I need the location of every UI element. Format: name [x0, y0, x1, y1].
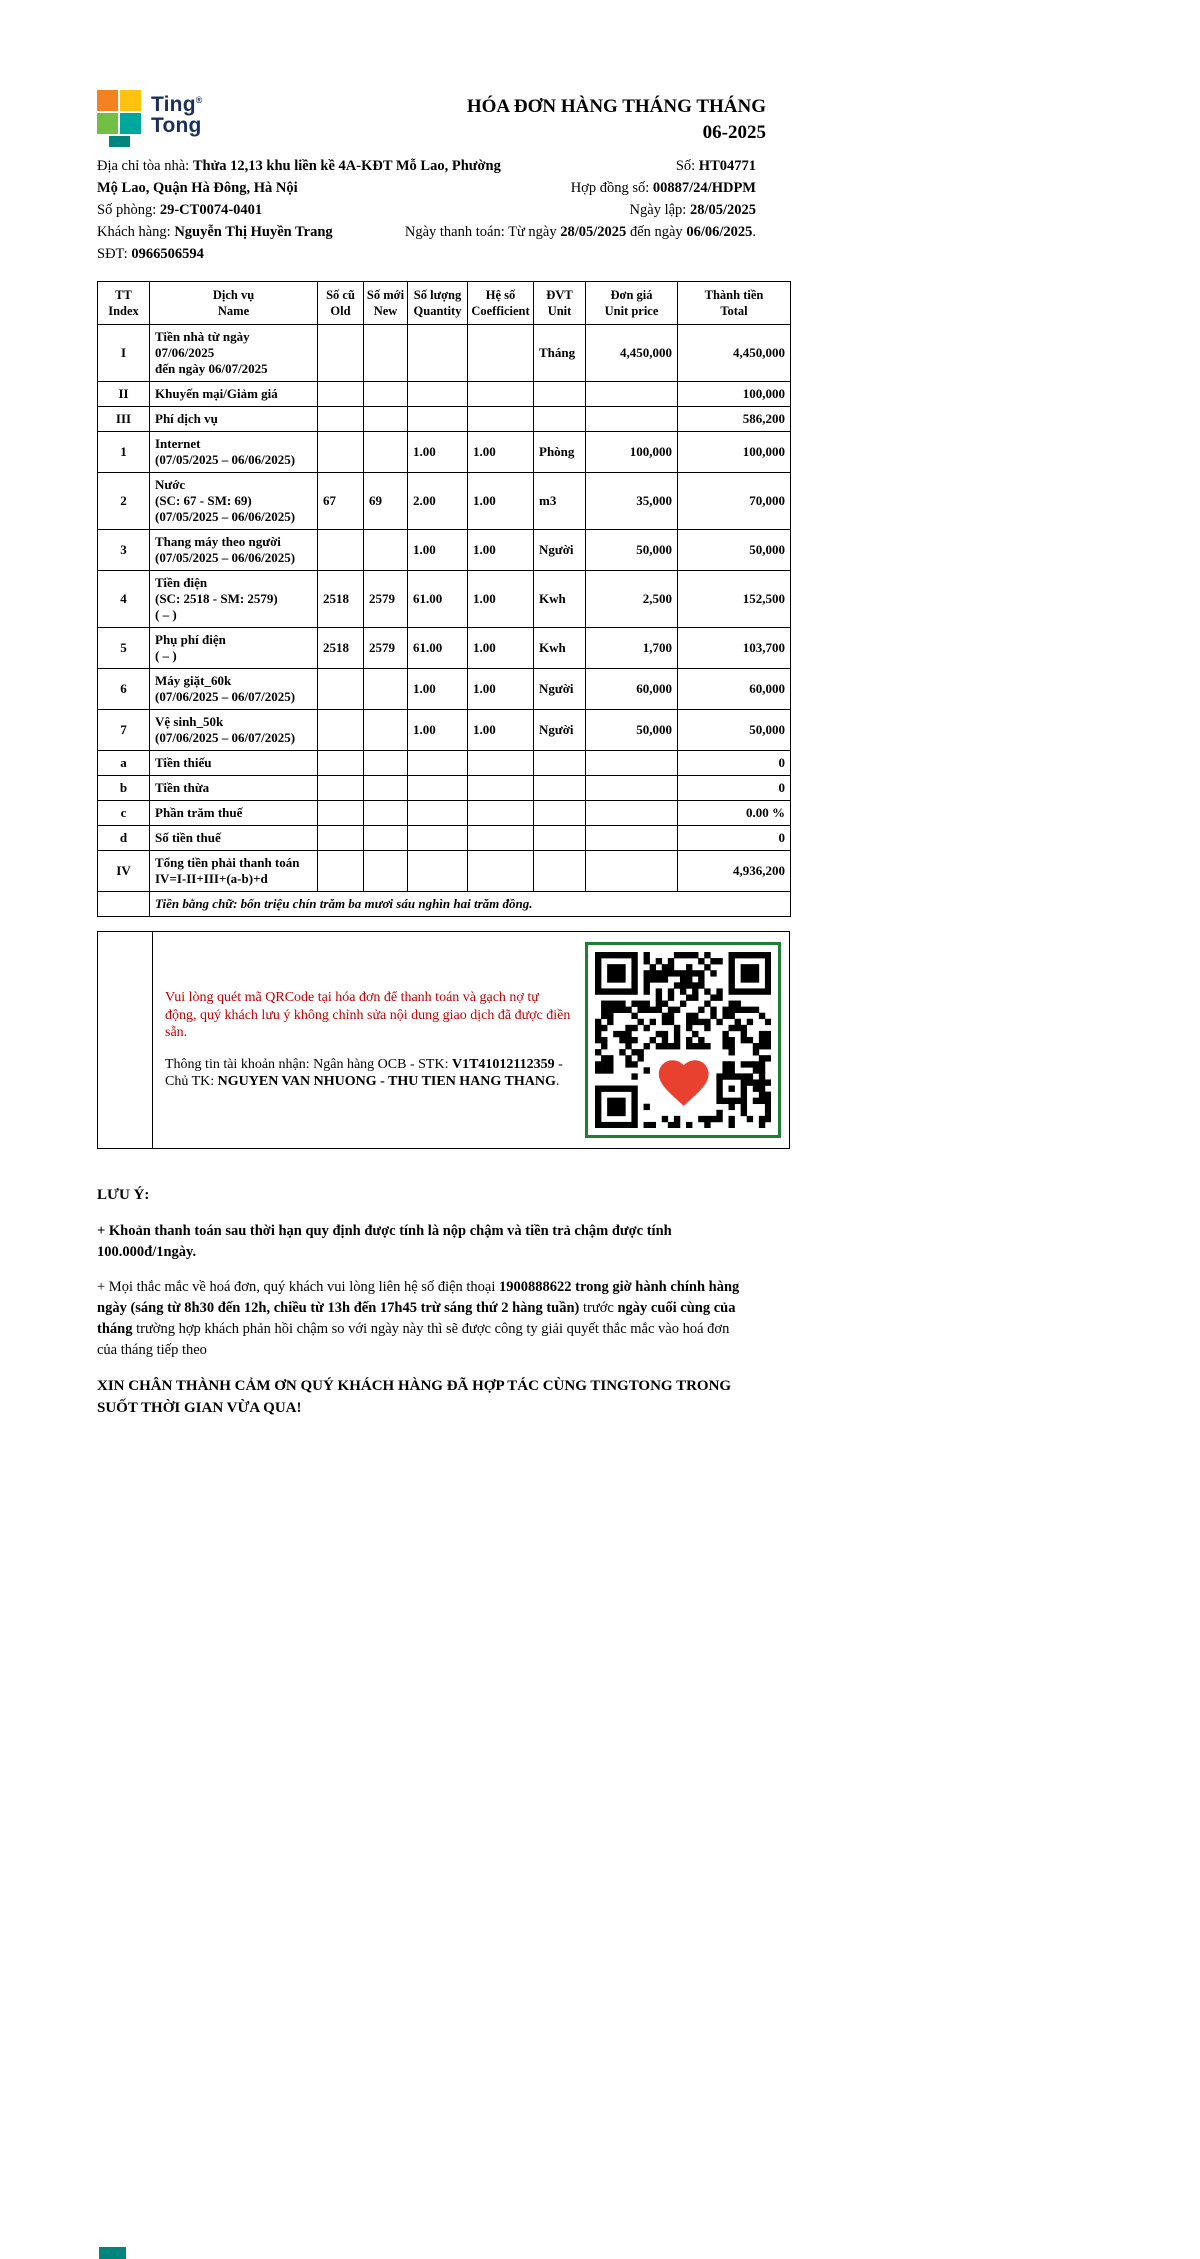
receiving-account-info: Thông tin tài khoản nhận: Ngân hàng OCB - STK: V1T41012112359 - Chủ TK: NGUYEN VAN NHUONG - THU TIEN HANG THANG. — [165, 1056, 563, 1090]
cell-unit — [534, 851, 586, 892]
invoice-info — [97, 156, 790, 265]
cell-index: II — [98, 382, 150, 407]
cell-unit-price — [586, 382, 678, 407]
room-number: Số phòng: 29-CT0074-0401 — [97, 202, 263, 218]
cell-quantity — [408, 851, 468, 892]
cell-quantity: 61.00 — [408, 571, 468, 628]
cell-unit-price — [586, 826, 678, 851]
cell-old-reading — [318, 710, 364, 751]
cell-total: 4,936,200 — [678, 851, 791, 892]
cell-total: 586,200 — [678, 407, 791, 432]
cell-new-reading — [364, 407, 408, 432]
cell-total: 100,000 — [678, 432, 791, 473]
cell-service-name: Thang máy theo người (07/05/2025 – 06/06/2025) — [150, 530, 318, 571]
issue-date: Ngày lập: 28/05/2025 — [629, 202, 756, 218]
cell-total: 152,500 — [678, 571, 791, 628]
cell-old-reading: 2518 — [318, 571, 364, 628]
cell-new-reading — [364, 530, 408, 571]
qr-section-spacer-cell — [98, 932, 153, 1148]
cell-total: 0 — [678, 826, 791, 851]
cell-old-reading — [318, 325, 364, 382]
cell-unit-price: 100,000 — [586, 432, 678, 473]
table-row — [98, 851, 791, 892]
cell-index: IV — [98, 851, 150, 892]
cell-new-reading: 69 — [364, 473, 408, 530]
cell-new-reading: 2579 — [364, 571, 408, 628]
info-row — [97, 156, 756, 177]
col-header-old: Số cũ Old — [318, 282, 364, 325]
invoice-header — [97, 90, 790, 154]
cell-old-reading — [318, 776, 364, 801]
cell-service-name: Máy giặt_60k (07/06/2025 – 06/07/2025) — [150, 669, 318, 710]
cell-unit-price — [586, 751, 678, 776]
cell-service-name: Số tiền thuế — [150, 826, 318, 851]
logo-square-teal — [120, 113, 141, 134]
cell-old-reading — [318, 751, 364, 776]
cell-coefficient — [468, 801, 534, 826]
invoice-table-body — [98, 325, 791, 892]
tingtong-logo-text — [151, 90, 203, 136]
cell-coefficient: 1.00 — [468, 530, 534, 571]
cell-old-reading — [318, 407, 364, 432]
table-row — [98, 801, 791, 826]
cell-index: a — [98, 751, 150, 776]
cell-unit: Phòng — [534, 432, 586, 473]
building-address-line-1: Địa chỉ tòa nhà: Thửa 12,13 khu liền kề 4A-KĐT Mỗ Lao, Phường — [97, 158, 501, 174]
cell-coefficient — [468, 826, 534, 851]
amount-in-words-cell — [150, 892, 791, 917]
cell-unit-price: 4,450,000 — [586, 325, 678, 382]
cell-old-reading — [318, 851, 364, 892]
cell-new-reading: 2579 — [364, 628, 408, 669]
table-row — [98, 751, 791, 776]
payment-period: Ngày thanh toán: Từ ngày 28/05/2025 đến ngày 06/06/2025. — [404, 224, 756, 240]
cell-quantity — [408, 407, 468, 432]
table-row — [98, 432, 791, 473]
table-row — [98, 473, 791, 530]
cell-total: 0 — [678, 776, 791, 801]
cell-old-reading: 67 — [318, 473, 364, 530]
cell-coefficient — [468, 751, 534, 776]
qr-section-texts — [165, 989, 571, 1091]
cell-unit-price — [586, 801, 678, 826]
cell-unit-price: 60,000 — [586, 669, 678, 710]
col-header-unit-price: Đơn giá Unit price — [586, 282, 678, 325]
invoice-notes — [97, 1185, 747, 1419]
registered-mark-icon: ® — [195, 95, 203, 105]
info-row — [97, 222, 756, 243]
cell-service-name: Tiền thiếu — [150, 751, 318, 776]
cell-quantity: 1.00 — [408, 432, 468, 473]
cell-quantity: 61.00 — [408, 628, 468, 669]
cell-unit-price — [586, 851, 678, 892]
customer-phone: SĐT: 0966506594 — [97, 246, 204, 262]
amount-in-words-value: bốn triệu chín trăm ba mươi sáu nghìn hai trăm đồng. — [240, 896, 533, 911]
col-header-unit: ĐVT Unit — [534, 282, 586, 325]
cell-coefficient: 1.00 — [468, 432, 534, 473]
col-header-index: TT Index — [98, 282, 150, 325]
cell-coefficient: 1.00 — [468, 669, 534, 710]
cell-old-reading — [318, 432, 364, 473]
invoice-table — [97, 281, 791, 917]
cell-service-name: Tổng tiền phải thanh toán IV=I-II+III+(a-b)+d — [150, 851, 318, 892]
cell-old-reading: 2518 — [318, 628, 364, 669]
table-row — [98, 571, 791, 628]
cell-index: I — [98, 325, 150, 382]
tingtong-logo — [97, 90, 203, 148]
cell-unit-price — [586, 407, 678, 432]
table-row — [98, 628, 791, 669]
cell-total: 4,450,000 — [678, 325, 791, 382]
cell-coefficient — [468, 325, 534, 382]
invoice-title: HÓA ĐƠN HÀNG THÁNG THÁNG 06-2025 — [466, 96, 766, 143]
cell-index: 7 — [98, 710, 150, 751]
cell-unit-price — [586, 776, 678, 801]
logo-square-orange — [97, 90, 118, 111]
table-row — [98, 407, 791, 432]
cell-new-reading — [364, 826, 408, 851]
late-payment-note: + Khoản thanh toán sau thời hạn quy định được tính là nộp chậm và tiền trả chậm được tính 100.000đ/1ngày. — [97, 1223, 672, 1260]
logo-square-yellow — [120, 90, 141, 111]
cell-new-reading — [364, 751, 408, 776]
next-page-logo-fragment — [99, 2247, 126, 2259]
cell-unit: Người — [534, 710, 586, 751]
cell-quantity — [408, 826, 468, 851]
table-row — [98, 530, 791, 571]
cell-old-reading — [318, 669, 364, 710]
payment-qr-section — [97, 931, 790, 1149]
cell-service-name: Tiền điện (SC: 2518 - SM: 2579) ( – ) — [150, 571, 318, 628]
cell-service-name: Phí dịch vụ — [150, 407, 318, 432]
cell-new-reading — [364, 669, 408, 710]
col-header-coefficient: Hệ số Coefficient — [468, 282, 534, 325]
cell-new-reading — [364, 432, 408, 473]
cell-unit-price: 1,700 — [586, 628, 678, 669]
cell-quantity: 2.00 — [408, 473, 468, 530]
cell-coefficient: 1.00 — [468, 571, 534, 628]
cell-index: d — [98, 826, 150, 851]
cell-unit-price: 50,000 — [586, 710, 678, 751]
cell-new-reading — [364, 382, 408, 407]
cell-coefficient: 1.00 — [468, 628, 534, 669]
cell-quantity — [408, 325, 468, 382]
cell-index: 4 — [98, 571, 150, 628]
table-row — [98, 325, 791, 382]
cell-unit: Người — [534, 530, 586, 571]
amount-in-words-row — [98, 892, 791, 917]
cell-quantity: 1.00 — [408, 710, 468, 751]
cell-service-name: Phần trăm thuế — [150, 801, 318, 826]
amount-in-words-spacer-cell — [98, 892, 150, 917]
cell-new-reading — [364, 325, 408, 382]
cell-total: 50,000 — [678, 710, 791, 751]
qr-section-content — [153, 932, 789, 1148]
cell-service-name: Internet (07/05/2025 – 06/06/2025) — [150, 432, 318, 473]
cell-index: 1 — [98, 432, 150, 473]
col-header-new: Số mới New — [364, 282, 408, 325]
cell-unit-price: 35,000 — [586, 473, 678, 530]
cell-total: 0 — [678, 751, 791, 776]
qr-payment-notice: Vui lòng quét mã QRCode tại hóa đơn để thanh toán và gạch nợ tự động, quý khách lưu ý không chỉnh sửa nội dung giao dịch đã được điền sẵn. — [165, 990, 571, 1041]
cell-index: b — [98, 776, 150, 801]
invoice-page — [97, 90, 790, 1419]
cell-total: 60,000 — [678, 669, 791, 710]
table-row — [98, 710, 791, 751]
logo-word-ting: Ting® — [151, 93, 203, 116]
cell-new-reading — [364, 801, 408, 826]
cell-quantity — [408, 382, 468, 407]
cell-total: 70,000 — [678, 473, 791, 530]
cell-unit — [534, 826, 586, 851]
info-row — [97, 244, 756, 265]
payment-qr-code — [585, 942, 781, 1138]
invoice-number: Số: HT04771 — [675, 158, 756, 174]
amount-in-words-label: Tiền bằng chữ: — [155, 896, 241, 911]
customer-name: Khách hàng: Nguyễn Thị Huyền Trang — [97, 224, 333, 240]
cell-coefficient: 1.00 — [468, 710, 534, 751]
cell-coefficient — [468, 407, 534, 432]
cell-service-name: Phụ phí điện ( – ) — [150, 628, 318, 669]
cell-unit-price: 50,000 — [586, 530, 678, 571]
cell-unit — [534, 407, 586, 432]
cell-new-reading — [364, 776, 408, 801]
table-row — [98, 382, 791, 407]
thank-you-note: XIN CHÂN THÀNH CẢM ƠN QUÝ KHÁCH HÀNG ĐÃ HỢP TÁC CÙNG TINGTONG TRONG SUỐT THỜI GIAN VỪA QUA! — [97, 1378, 732, 1416]
cell-index: 3 — [98, 530, 150, 571]
cell-quantity — [408, 776, 468, 801]
cell-unit: Tháng — [534, 325, 586, 382]
table-row — [98, 776, 791, 801]
cell-old-reading — [318, 382, 364, 407]
cell-unit — [534, 801, 586, 826]
cell-unit: Kwh — [534, 628, 586, 669]
cell-unit: Người — [534, 669, 586, 710]
col-header-quantity: Số lượng Quantity — [408, 282, 468, 325]
cell-service-name: Tiền thừa — [150, 776, 318, 801]
cell-unit: Kwh — [534, 571, 586, 628]
cell-index: III — [98, 407, 150, 432]
cell-service-name: Tiền nhà từ ngày 07/06/2025 đến ngày 06/07/2025 — [150, 325, 318, 382]
cell-unit-price: 2,500 — [586, 571, 678, 628]
cell-quantity: 1.00 — [408, 530, 468, 571]
cell-quantity: 1.00 — [408, 669, 468, 710]
cell-index: 5 — [98, 628, 150, 669]
col-header-total: Thành tiền Total — [678, 282, 791, 325]
cell-old-reading — [318, 826, 364, 851]
cell-unit — [534, 382, 586, 407]
cell-index: c — [98, 801, 150, 826]
table-header-row — [98, 282, 791, 325]
cell-old-reading — [318, 801, 364, 826]
cell-coefficient — [468, 851, 534, 892]
cell-unit: m3 — [534, 473, 586, 530]
table-row — [98, 669, 791, 710]
notes-title: LƯU Ý: — [97, 1187, 150, 1203]
col-header-service: Dịch vụ Name — [150, 282, 318, 325]
cell-coefficient — [468, 382, 534, 407]
info-row — [97, 178, 756, 199]
logo-square-green — [97, 113, 118, 134]
logo-word-tong: Tong — [151, 114, 202, 137]
cell-total: 103,700 — [678, 628, 791, 669]
tingtong-logo-icon — [97, 90, 143, 148]
cell-service-name: Khuyến mại/Giảm giá — [150, 382, 318, 407]
cell-total: 50,000 — [678, 530, 791, 571]
cell-new-reading — [364, 710, 408, 751]
table-row — [98, 826, 791, 851]
cell-coefficient — [468, 776, 534, 801]
contact-note: + Mọi thắc mắc về hoá đơn, quý khách vui lòng liên hệ số điện thoại 1900888622 trong giờ hành chính hàng ngày (sáng từ 8h30 đến 12h, chiều từ 13h đến 17h45 trừ sáng thứ 2 hàng tuần) trước ngày cuối cùng của tháng trường hợp khách phản hồi chậm so với ngày này thì sẽ được công ty giải quyết thắc mắc vào hoá đơn của tháng tiếp theo — [97, 1279, 740, 1358]
cell-index: 2 — [98, 473, 150, 530]
cell-quantity — [408, 751, 468, 776]
cell-total: 0.00 % — [678, 801, 791, 826]
logo-square-teal-tail — [109, 136, 130, 147]
cell-quantity — [408, 801, 468, 826]
cell-old-reading — [318, 530, 364, 571]
contract-number: Hợp đồng số: 00887/24/HDPM — [570, 180, 756, 196]
cell-new-reading — [364, 851, 408, 892]
cell-service-name: Vệ sinh_50k (07/06/2025 – 06/07/2025) — [150, 710, 318, 751]
cell-index: 6 — [98, 669, 150, 710]
building-address-line-2: Mộ Lao, Quận Hà Đông, Hà Nội — [97, 180, 298, 196]
cell-unit — [534, 751, 586, 776]
cell-unit — [534, 776, 586, 801]
info-row — [97, 200, 756, 221]
cell-total: 100,000 — [678, 382, 791, 407]
cell-coefficient: 1.00 — [468, 473, 534, 530]
cell-service-name: Nước (SC: 67 - SM: 69) (07/05/2025 – 06/06/2025) — [150, 473, 318, 530]
